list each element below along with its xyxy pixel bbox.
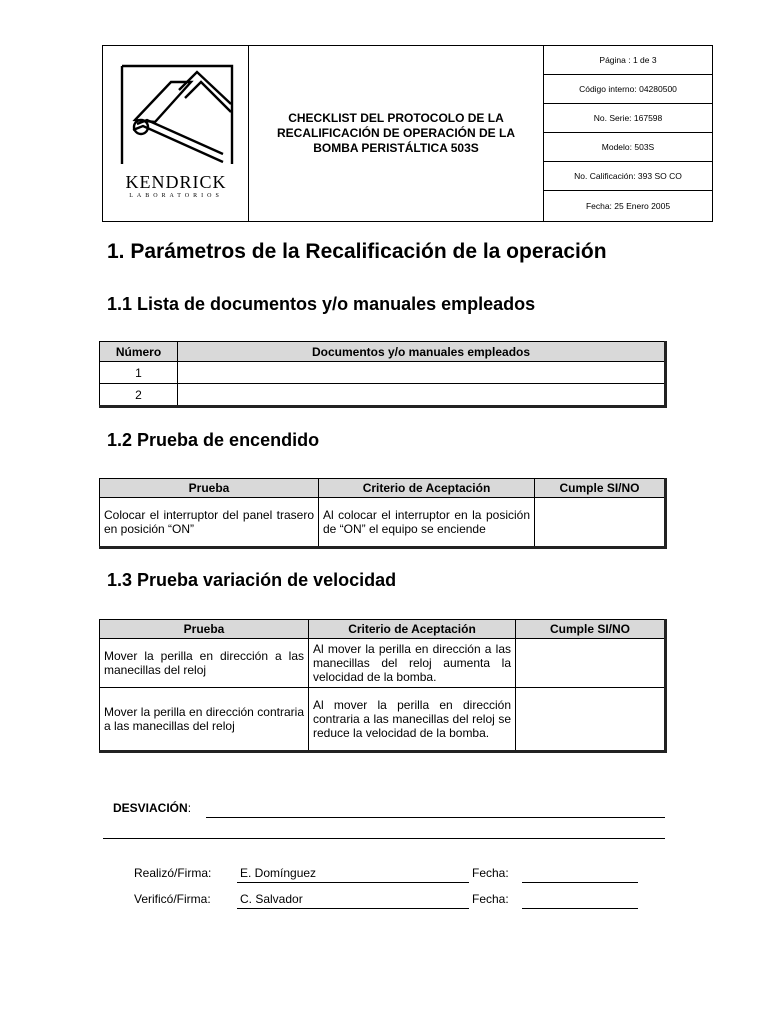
- realizo-signature[interactable]: E. Domínguez: [237, 866, 469, 883]
- document-title: CHECKLIST DEL PROTOCOLO DE LA RECALIFICACIÓN DE OPERACIÓN DE LA BOMBA PERISTÁLTICA 503S: [249, 46, 544, 221]
- document-cell[interactable]: [178, 362, 666, 384]
- document-cell[interactable]: [178, 384, 666, 407]
- deviation-label: DESVIACIÓN:: [113, 801, 192, 815]
- meta-date: Fecha: 25 Enero 2005: [585, 200, 671, 211]
- row-number: 1: [100, 362, 178, 384]
- logo-name: KENDRICK: [125, 172, 227, 192]
- column-header: Documentos y/o manuales empleados: [178, 342, 666, 362]
- verifico-date-label: Fecha:: [472, 892, 509, 906]
- column-header: Criterio de Aceptación: [309, 620, 516, 639]
- deviation-line-2[interactable]: [103, 838, 665, 839]
- test-cell: Mover la perilla en dirección contraria a las manecillas del reloj: [100, 688, 309, 752]
- kendrick-logo-icon: [119, 64, 235, 164]
- complies-cell[interactable]: [516, 688, 666, 752]
- section-1-3-title: 1.3 Prueba variación de velocidad: [107, 570, 397, 590]
- power-test-table: [99, 478, 667, 549]
- complies-cell[interactable]: [535, 498, 666, 548]
- test-cell: Mover la perilla en dirección a las manecillas del reloj: [100, 639, 309, 688]
- logo-subtitle: LABORATORIOS: [129, 193, 223, 199]
- column-header: Cumple SI/NO: [516, 620, 666, 639]
- complies-cell[interactable]: [516, 639, 666, 688]
- table-row: [100, 362, 666, 384]
- column-header: Prueba: [100, 479, 319, 498]
- meta-serial: No. Serie: 167598: [544, 104, 712, 133]
- documents-table: [99, 341, 667, 408]
- document-header: [102, 45, 713, 222]
- criterion-cell: Al colocar el interruptor en la posición de “ON” el equipo se enciende: [319, 498, 535, 548]
- criterion-cell: Al mover la perilla en dirección a las manecillas del reloj aumenta la velocidad de la bomba.: [309, 639, 516, 688]
- criterion-cell: Al mover la perilla en dirección contraria a las manecillas del reloj se reduce la velocidad de la bomba.: [309, 688, 516, 752]
- test-cell: Colocar el interruptor del panel trasero en posición “ON”: [100, 498, 319, 548]
- realizo-label: Realizó/Firma:: [134, 866, 212, 880]
- section-1-2-title: 1.2 Prueba de encendido: [107, 430, 320, 450]
- realizo-date-field[interactable]: [522, 882, 638, 883]
- meta-internal-code: Código interno: 04280500: [544, 75, 712, 104]
- verifico-signature[interactable]: C. Salvador: [237, 892, 469, 909]
- realizo-date-label: Fecha:: [472, 866, 509, 880]
- column-header: Criterio de Aceptación: [319, 479, 535, 498]
- document-meta: [544, 46, 712, 220]
- section-1-title: 1. Parámetros de la Recalificación de la operación: [107, 240, 607, 263]
- verifico-date-field[interactable]: [522, 908, 638, 909]
- speed-test-table: [99, 619, 667, 753]
- table-row: [100, 498, 666, 548]
- verifico-label: Verificó/Firma:: [134, 892, 211, 906]
- table-row: [100, 639, 666, 688]
- meta-model: Modelo: 503S: [544, 133, 712, 162]
- meta-qualification: No. Calificación: 393 SO CO: [544, 162, 712, 191]
- column-header: Prueba: [100, 620, 309, 639]
- company-logo: [103, 46, 249, 221]
- table-row: [100, 384, 666, 407]
- column-header: Número: [100, 342, 178, 362]
- section-1-1-title: 1.1 Lista de documentos y/o manuales empleados: [107, 294, 536, 314]
- table-row: [100, 688, 666, 752]
- meta-page: Página : 1 de 3: [544, 46, 712, 75]
- column-header: Cumple SI/NO: [535, 479, 666, 498]
- deviation-line[interactable]: [206, 817, 665, 818]
- row-number: 2: [100, 384, 178, 407]
